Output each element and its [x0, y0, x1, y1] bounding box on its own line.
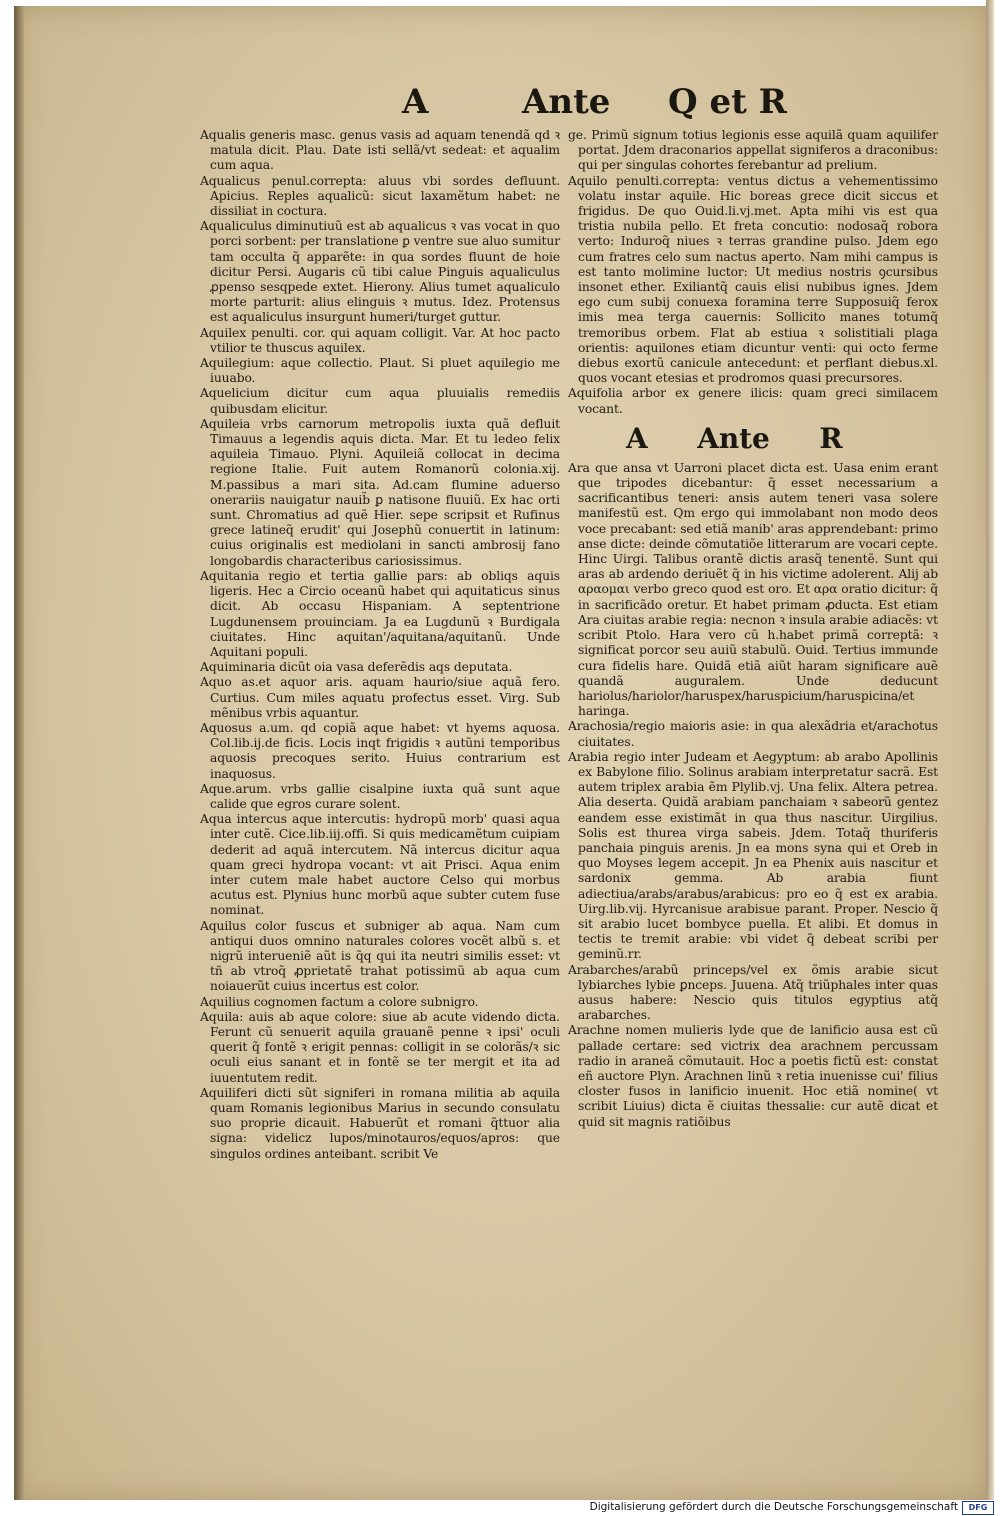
entry: Aqua intercus aque intercutis: hydropũ morb' quasi aqua inter cutẽ. Cice.lib.iij.offi. Si quis medicamẽtum cuipiam dederit ad aquã intercutem. Nã intercus dicitur aqua quam greci hydropa vocant: vt ait Prisci. Aqua enim inter cutem male habet auctore Celso qui morbus acutus est. Plynius hunc morbũ aque subter cutem fuse nominat. — [200, 812, 560, 918]
entry: Aquitania regio et tertia gallie pars: ab obliqs aquis ligeris. Hec a Circio oceanũ habet qui aquitaticus sinus dicit. Ab occasu Hispaniam. A septentrione Lugdunensem prouinciam. Ja ea Lugdunũ ꝛ Burdigala ciuitates. Hinc aquitan'/aquitana/aquitanũ. Unde Aquitani populi. — [200, 568, 560, 659]
header-letter: A — [402, 82, 429, 122]
entry: ge. Primũ signum totius legionis esse aquilã quam aquilifer portat. Jdem draconarios appellat signiferos a draconibus: qui per singulas cohortes ferebantur ad prelium. — [568, 128, 938, 173]
entry: Aquilius cognomen factum a colore subnigro. — [200, 994, 479, 1009]
entry: Aqualicus penul.correpta: aluus vbi sordes defluunt. Apicius. Reples aqualicũ: sicut laxamẽtum habet: ne dissiliat in coctura. — [200, 173, 560, 219]
entry: Aquifolia arbor ex genere ilicis: quam greci similacem vocant. — [568, 386, 938, 416]
entry: Aquilus color fuscus et subniger ab aqua. Nam cum antiqui duos omnino naturales colores vocẽt albũ s. et nigrũ interueniẽ aũt is q̃q qui ita neutri similis esset: vt tñ ab vtroq̃ ꝓprietatẽ trahat potissimũ ab aqua cum noiauerũt cuius incertus est color. — [200, 918, 560, 994]
entry: Arachosia/regio maioris asie: in qua alexãdria et/arachotus ciuitates. — [568, 719, 938, 749]
section-heading-letter-r: R — [819, 421, 843, 455]
entry: Arachne nomen mulieris lyde que de lanificio ausa est cũ pallade certare: sed victrix dea arachnem percussam radio in araneã cõmutauit. Hoc a poetis fictũ est: constat eñ auctore Plyn. Arachnen linũ ꝛ retia inuenisse cui' filius closter fusos in lanificio inuenit. Hoc etiã nomine( vt scribit Liuius) dicta ẽ ciuitas thessalie: cur autẽ dicat et quid sit magnis ratiõibus — [568, 1023, 938, 1129]
header-letters: Q et R — [668, 82, 787, 122]
page-edge — [986, 0, 994, 1500]
funding-credit: Digitalisierung gefördert durch die Deutsche Forschungsgemeinschaft — [589, 1501, 958, 1513]
entry: Aquileia vrbs carnorum metropolis iuxta quã defluit Timauus a legendis aquis dicta. Mar. Et tu ledeo felix aquileia Timauo. Plyni. Aquileiã collocat in decima regione Italie. Fuit autem Romanorũ colonia.xij. M.passibus a mari sita. Ad.cam flumine aduerso onerariis nauigatur nauib̃ ꝑ natisone fluuiũ. Ex hac orti sunt. Chromatius ad quẽ Hier. sepe scripsit et Rufinus grece latineq̃ erudit' qui Josephũ conuertit in latinum: cuius originalis est mediolani in sancti ambrosij fano longobardis characteribus cariosissimus. — [200, 416, 560, 568]
entry: Aquiminaria dicũt oia vasa deferẽdis aqs deputata. — [200, 660, 513, 675]
entry: Aquilo penulti.correpta: ventus dictus a vehementissimo volatu instar aquile. Hic boreas grece dicit siccus et frigidus. De quo Ouid.li.vj.met. Apta mihi vis est qua tristia nubila pello. Et freta concutio: nodosaq̃ robora verto: Induroq̃ niues ꝛ terras grandine pulso. Jdem ego cum fratres celo sum nactus aperto. Nam mihi campus is est tanto molimine luctor: Ut medius nostris ꝯcursibus insonet ether. Exiliantq̃ cauis elisi nubibus ignes. Jdem ego cum subij conuexa foramina terre Supposuiq̃ ferox imis mea terga cauernis: Sollicito manes totumq̃ tremoribus orbem. Flat ab estiua ꝛ solistitiali plaga orientis: aquilones etiam dicuntur venti: qui octo ferme diebus exortũ canicule antecedunt: et perflant diebus.xl. quos vocant etesias et prodromos quasi precursores. — [568, 173, 938, 386]
entry: Ara que ansa vt Uarroni placet dicta est. Uasa enim erant que tripodes dicebantur: q̃ esset necessarium a sacrificantibus teneri: ansis autem teneri vasa solere manifestũ est. Qm ergo qui immolabant non modo deos voce precabant: sed etiã manib' aras apprendebant: primo anse dicte: deinde cõmutatiõe litterarum are vocari cepte. Hinc Uirgi. Talibus orantẽ dictis arasq̃ tenentẽ. Sunt qui aras ab ardendo deriuẽt q̃ in his victime adolerent. Alij ab αραομαι verbo greco quod est oro. Et αρα oratio dicitur: q̃ in sacrificãdo oretur. Et habet primam ꝓducta. Est etiam Ara ciuitas arabie regia: necnon ꝛ insula arabie adiacẽs: vt scribit Ptolo. Hara vero cũ h.habet primã correptã: ꝛ significat porcor seu auiũ stabulũ. Ouid. Tertius immunde cura fidelis hare. Quidã etiã aiũt haram significare auẽ quandã auguralem. Unde deducunt hariolus/hariolor/haruspex/haruspicium/haruspicina/et haringa. — [568, 460, 938, 719]
entry: Aqualiculus diminutiuũ est ab aqualicus ꝛ vas vocat in quo porci sorbent: per translatione ꝑ ventre sue aluo sumitur tam occulta q̃ apparẽte: in qua sordes fluunt de hoie dicitur Persi. Augaris cũ tibi calue Pinguis aqualiculus ꝓpenso sesqpede extet. Hierony. Alius tumet aqualiculo morte parturit: alius elinguis ꝛ mutus. Idez. Protensus est aqualiculus insurgunt humeri/turget guttur. — [200, 219, 560, 325]
left-column — [200, 128, 560, 1162]
entry: Aqualis generis masc. genus vasis ad aquam tenendã qd ꝛ matula dicit. Plau. Date isti sellã/vt sedeat: et aqualim cum aqua. — [200, 128, 560, 173]
section-heading-letter: A — [626, 421, 648, 455]
entry: Aquiliferi dicti sũt signiferi in romana militia ab aquila quam Romanis legionibus Marius in secundo consulatu suo proprie dicauit. Habuerũt et romani q̃ttuor alia signa: videlicz lupos/minotauros/equos/apros: que singulos ordines anteibant. scribit Ve — [200, 1085, 560, 1161]
entry: Aquosus a.um. qd copiã aque habet: vt hyems aquosa. Col.lib.ij.de ficis. Locis inqt frigidis ꝛ autũni temporibus aquosis precoques serito. Huius contrarium est inaquosus. — [200, 720, 560, 781]
entry: Arabia regio inter Judeam et Aegyptum: ab arabo Apollinis ex Babylone filio. Solinus arabiam interpretatur sacrã. Est autem triplex arabia ẽm Plylib.vj. Una felix. Altera petrea. Alia deserta. Quidã arabiam panchaiam ꝛ sabeorũ gentez eandem esse existimãt in qua thus nascitur. Uirgilius. Solis est thurea virga sabeis. Jdem. Totaq̃ thuriferis panchaia pinguis arenis. Jn ea mons syna qui et Oreb in quo Moyses legem accepit. Jn ea Phenix auis nascitur et sardonix gemma. Ab arabia fiunt adiectiua/arabs/arabus/arabicus: pro eo q̃ est ex arabia. Uirg.lib.vij. Hyrcanisue arabisue parant. Proper. Nescio q̃ sit arabio lucet bombyce puella. Et alibi. Et domus in tectis te tremit arabie: vbi videt q̃ debeat scribi per geminũ.rr. — [568, 749, 938, 962]
entry: Aquelicium dicitur cum aqua pluuialis remediis quibusdam elicitur. — [200, 386, 560, 416]
entry: Aque.arum. vrbs gallie cisalpine iuxta quã sunt aque calide que egros curare solent. — [200, 781, 560, 811]
entry: Aquilex penulti. cor. qui aquam colligit. Var. At hoc pacto vtilior te thuscus aquilex. — [200, 325, 560, 355]
entry: Aquilegium: aque collectio. Plaut. Si pluet aquilegio me iuuabo. — [200, 356, 560, 386]
header-word: Ante — [522, 82, 611, 122]
section-heading-word: Ante — [697, 421, 770, 455]
running-header — [0, 82, 1000, 132]
entry: Arabarches/arabũ princeps/vel ex õmis arabie sicut lybiarches lybie ꝑnceps. Juuena. Atq̃ triũphales inter quas ausus habere: Nescio quis titulos egyptius atq̃ arabarches. — [568, 962, 938, 1023]
entry: Aquila: auis ab aque colore: siue ab acute videndo dicta. Ferunt cũ senuerit aquila grauanẽ penne ꝛ ipsi' oculi querit q̃ fontẽ ꝛ erigit pennas: colligit in se colorãs/ꝛ sic oculi eius sanant et in fontẽ se ter mergit et ita ad iuuentutem redit. — [200, 1009, 560, 1085]
right-column — [568, 128, 938, 1130]
binding-shadow — [14, 6, 24, 1500]
section-heading — [626, 419, 938, 459]
footer-bar — [0, 1500, 1000, 1516]
dfg-logo-icon: DFG — [962, 1501, 994, 1515]
entry: Aquo as.et aquor aris. aquam haurio/siue aquã fero. Curtius. Cum miles aquatu profectus esset. Virg. Sub mẽnibus vrbis aquantur. — [200, 675, 560, 720]
